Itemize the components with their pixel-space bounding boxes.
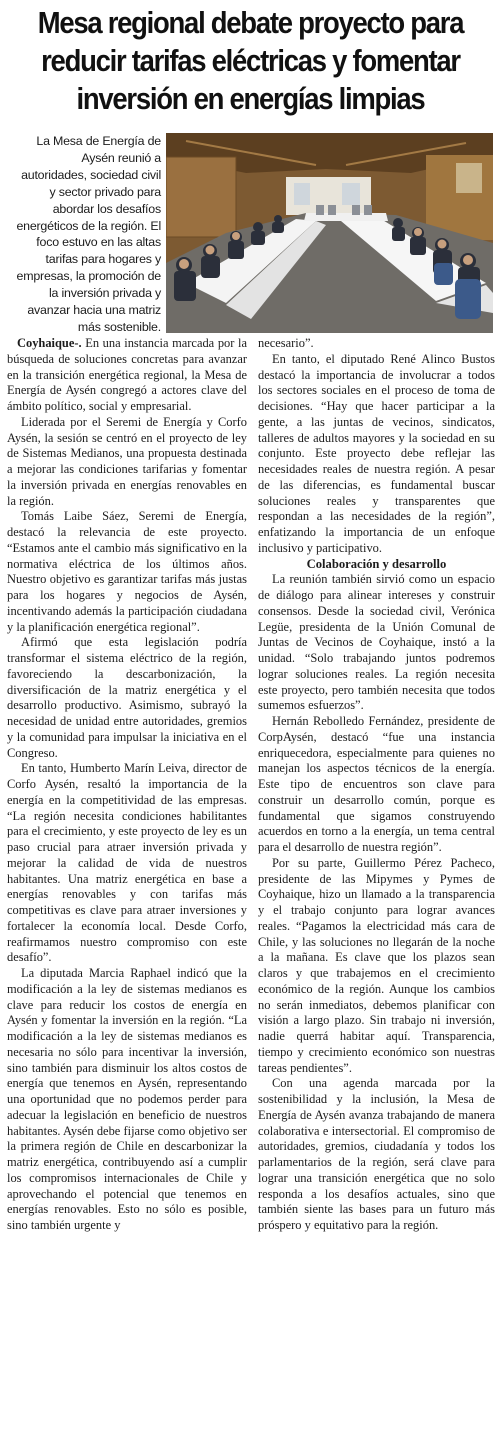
paragraph: En tanto, Humberto Marín Leiva, director de Corfo Aysén, resaltó la importancia de la energía en la competitividad de las empresas. “La región necesita condiciones habilitantes para el crecimiento, y este proyecto de ley es un paso crucial para atraer inversión privada y mejorar la calidad de vida de nuestros habitantes. Una matriz energética en base a energías renovables y con tarifas más competitivas es clave para atraer inversiones y fortalecer la economía local. Desde Corfo, reafirmamos nuestro compromiso con este desafío”. [7, 761, 247, 965]
section-subheading: Colaboración y desarrollo [306, 556, 447, 571]
paragraph [7, 336, 247, 415]
headline: Mesa regional debate proyecto para reducir tarifas eléctricas y fomentar inversión en energías limpias [37, 6, 464, 116]
paragraph: Con una agenda marcada por la sostenibilidad y la inclusión, la Mesa de Energía de Aysén avanza trabajando de manera colaborativa e intersectorial. El compromiso de autoridades, gremios, ciudadanía y todos los parlamentarios de la región, será clave para lograr una transición energética que no solo responda a los desafíos actuales, sino que también siente las bases para un futuro más próspero y equitativo para la región. [258, 1076, 495, 1232]
paragraph: Hernán Rebolledo Fernández, presidente de CorpAysén, destacó “fue una instancia enriquecedora, especialmente para quienes no manejan los aspectos técnicos de la energía. Este tipo de encuentros son clave para construir un desarrollo común, porque es fundamental que sigamos construyendo acuerdos en torno a la energía, un tema central para el desarrollo de nuestra región”. [258, 714, 495, 854]
meeting-photo-icon [166, 133, 493, 333]
paragraph: En tanto, el diputado René Alinco Bustos destacó la importancia de involucrar a todos los sectores sociales en el proceso de toma de decisiones. “Hay que hacer participar a la gente, a las juntas de vecinos, sindicatos, talleres de adultos mayores y la sociedad en su conjunto. Este proyecto debe reflejar las necesidades reales de nuestra región. A pesar de las diferencias, es fundamental buscar soluciones reales y transparentes que respondan a las necesidades de la región”, enfatizando la importancia de un enfoque inclusivo y participativo. [258, 351, 495, 555]
paragraph: La diputada Marcia Raphael indicó que la modificación a la ley de sistemas medianos es clave para reducir los costos de energía en Aysén y fomentar la inversión en la región. “La modificación a la ley de sistemas medianos es necesaria no sólo para incentivar la inversión, sino también para disminuir los altos costos de energía que tenemos en Aysén, representando una oportunidad que no podemos perder para adecuar la legislación en beneficio de nuestros habitantes. Aysén debe fijarse como objetivo ser la primera región de Chile en descarbonizar la matriz energética, contribuyendo así a cumplir los compromisos internacionales de Chile y aprovechando el potencial que tenemos en energías renovables. Esto no sólo es posible, sino también urgente y [7, 966, 247, 1232]
paragraph: necesario”. [258, 336, 314, 350]
article-column-left [7, 336, 247, 1436]
paragraph: Por su parte, Guillermo Pérez Pacheco, presidente de las Mipymes y Pymes de Coyhaique, hizo un llamado a la transparencia y el trabajo conjunto para lograr avances reales. “Pagamos la electricidad más cara de Chile, y las soluciones no llegarán de la noche a la mañana. Es clave que los plazos sean claros y que trabajemos en el crecimiento económico de la región. Aunque los cambios no serán inmediatos, debemos planificar con visión a largo plazo. Sin trabajo ni inversión, nadie querrá habitar aquí. Transparencia, tiempo y crecimiento económico son nuestras tareas pendientes”. [258, 855, 495, 1075]
paragraph: Tomás Laibe Sáez, Seremi de Energía, destacó la relevancia de este proyecto. “Estamos ante el cambio más significativo en la normativa eléctrica de los últimos años. Nuestro objetivo es garantizar tarifas más justas para los hogares y negocios de Aysén, incentivando además la participación ciudadana y la planificación energética regional”. [7, 509, 247, 634]
paragraph: Liderada por el Seremi de Energía y Corfo Aysén, la sesión se centró en el proyecto de ley de Sistemas Medianos, una propuesta destinada a mejorar las condiciones tarifarias y fomentar la inversión privada en energías renovables en la región. [7, 414, 247, 508]
lead-summary: La Mesa de Energía de Aysén reunió a autoridades, sociedad civil y sector privado para abordar los desafíos energéticos de la región. El foco estuvo en las altas tarifas para hogares y empresas, la promoción de la inversión privada y avanzar hacia una matriz más sostenible. [16, 134, 161, 334]
paragraph: La reunión también sirvió como un espacio de diálogo para alinear intereses y construir consensos. Desde la sociedad civil, Verónica Legüe, presidenta de la Unión Comunal de Juntas de Vecinos de Coyhaique, instó a la unidad. “Solo trabajando juntos podremos lograr soluciones reales. La región necesita este proyecto, pero también necesita que todos sumemos esfuerzos”. [258, 572, 495, 713]
dateline: Coyhaique-. [17, 336, 82, 350]
paragraph: Afirmó que esta legislación podría transformar el sistema eléctrico de la región, favoreciendo la descarbonización, la diversificación de la matriz energética y el desarrollo productivo. Asimismo, subrayó la necesidad de unidad entre autoridades, gremios y la comunidad para impulsar la iniciativa en el Congreso. [7, 635, 247, 760]
paragraph-text: En una instancia marcada por la búsqueda de soluciones concretas para avanzar en la transición energética regional, la Mesa de Energía de Aysén congregó a actores clave del ámbito político, social y empresarial. [7, 336, 247, 413]
article-column-right [258, 336, 495, 1436]
